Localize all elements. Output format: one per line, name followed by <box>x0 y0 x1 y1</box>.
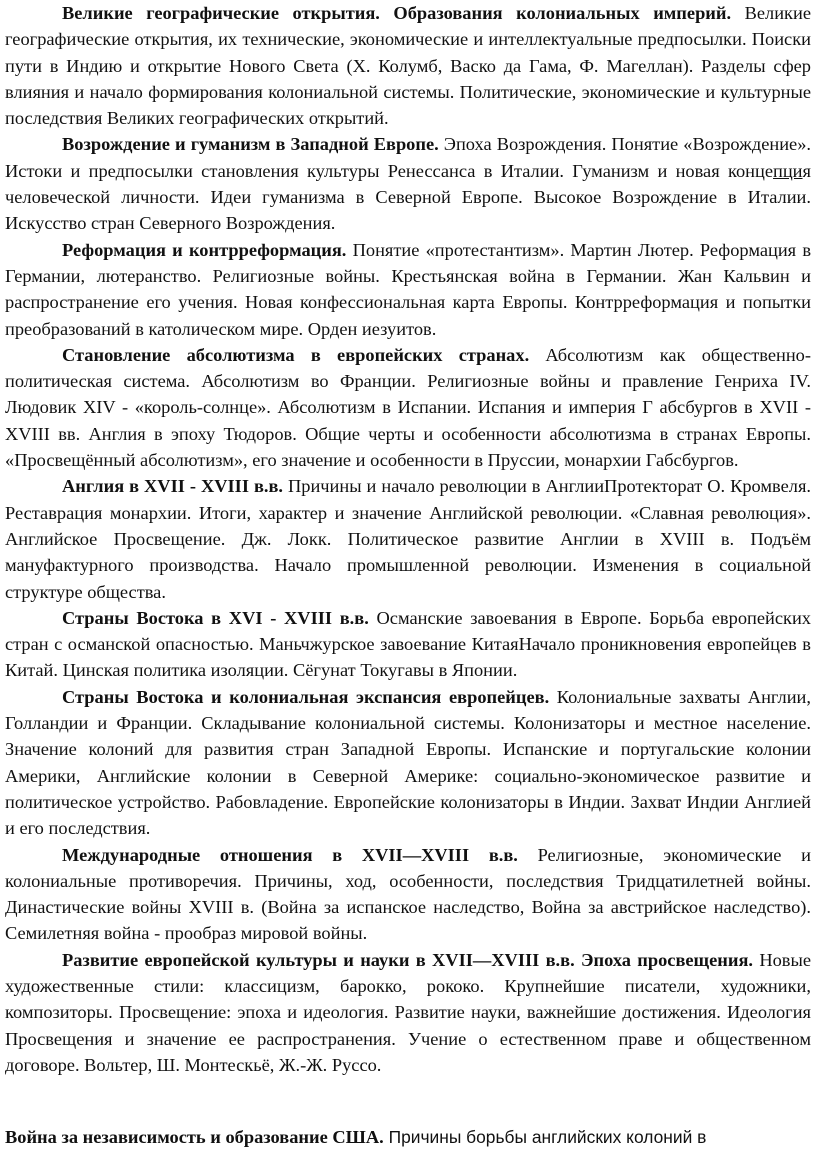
section-text: Османские завоевания в Европе. Борьба европейских стран с османской опасностью. Маньчжурское завоевание КитаяНачало проникновения европейцев в Китай. Цинская политика изоляции. Сёгунат Токугавы в Японии. <box>5 607 811 681</box>
section-renaissance <box>5 131 811 236</box>
section-england <box>5 473 811 604</box>
section-text: Великие географические открытия, их технические, экономические и интеллектуальные предпосылки. Поиски пути в Индию и открытие Нового Света (Х. Колумб, Васко да Гама, Ф. Магеллан). Разделы сфер влияния и начало формирования колониальной системы. Политические, экономические и культурные последствия Великих географических открытий. <box>5 3 811 129</box>
section-text: Эпоха Возрождения. Понятие «Возрождение». Истоки и предпосылки становления культуры Ренессанса в Италии. Гуманизм и новая конце <box>5 134 812 181</box>
section-text: я человеческой личности. Идеи гуманизма в Северной Европе. Высокое Возрождение в Италии. Искусство стран Северного Возрождения. <box>5 160 811 234</box>
section-text: Колониальные захваты Англии, Голландии и Франции. Складывание колониальной системы. Колонизаторы и местное население. Значение колоний для развития стран Западной Европы. Испанские и португальские колонии Америки, Английские колонии в Северной Америке: социально-экономическое развитие и политическое устройство. Рабовладение. Европейские колонизаторы в Индии. Захват Индии Англией и его последствия. <box>5 686 811 839</box>
section-colonial-expansion <box>5 684 811 842</box>
section-heading: Становление абсолютизма в европейских странах. <box>62 344 530 365</box>
section-text: Новые художественные стили: классицизм, барокко, рококо. Крупнейшие писатели, художники, композиторы. Просвещение: эпоха и идеология. Развитие науки, важнейшие достижения. Идеология Просвещения и значение ее распространения. Учение о естественном праве и общественном договоре. Вольтер, Ш. Монтескьё, Ж.-Ж. Руссо. <box>5 949 811 1075</box>
section-heading: Англия в XVII - XVIII в.в. <box>62 476 284 497</box>
section-text: Абсолютизм как общественно-политическая система. Абсолютизм во Франции. Религиозные войны и правление Генриха IV. Людовик XIV - «король-солнце». Абсолютизм в Испании. Испания и империя Г абсбургов в XVII - XVIII вв. Англия в эпоху Тюдоров. Общие черты и особенности абсолютизма в странах Европы. «Просвещённый абсолютизм», его значение и особенности в Пруссии, монархии Габсбургов. <box>5 344 811 471</box>
section-text: Причины и начало революции в АнглииПротекторат О. Кромвеля. Реставрация монархии. Итоги, характер и значение Английской революции. «Славная революция». Английское Просвещение. Дж. Локк. Политическое развитие Англии в XVIII в. Подъём мануфактурного производства. Начало промышленной революции. Изменения в социальной структуре общества. <box>5 476 812 602</box>
section-heading: Возрождение и гуманизм в Западной Европе. <box>62 134 439 155</box>
document-body <box>5 0 811 1078</box>
section-geographic-discoveries <box>5 0 811 131</box>
section-heading: Развитие европейской культуры и науки в XVII—XVIII в.в. Эпоха просвещения. <box>62 949 753 970</box>
section-east <box>5 605 811 684</box>
section-heading: Реформация и контрреформация. <box>62 239 347 260</box>
section-text: Понятие «протестантизм». Мартин Лютер. Реформация в Германии, лютеранство. Религиозные войны. Крестьянская война в Германии. Жан Кальвин и распространение его учения. Новая конфессиональная карта Европы. Контрреформация и попытки преобразований в католическом мире. Орден иезуитов. <box>5 239 812 339</box>
section-heading: Страны Востока и колониальная экспансия европейцев. <box>62 686 550 707</box>
section-culture-science <box>5 947 811 1078</box>
section-reformation <box>5 237 811 342</box>
section-absolutism <box>5 342 811 473</box>
section-usa-independence <box>5 1124 816 1150</box>
section-text: Религиозные, экономические и колониальные противоречия. Причины, ход, особенности, последствия Тридцатилетней войны. Династические войны XVIII в. (Война за испанское наследство, Война за австрийское наследство). Семилетняя война - прообраз мировой войны. <box>5 844 811 944</box>
section-heading: Страны Востока в XVI - XVIII в.в. <box>62 607 369 628</box>
section-international-relations <box>5 842 811 947</box>
section-heading: Великие географические открытия. Образования колониальных империй. <box>62 3 732 23</box>
section-text: Причины борьбы английских колоний в <box>383 1127 707 1147</box>
section-heading: Война за независимость и образование США. <box>5 1127 384 1147</box>
section-heading: Международные отношения в XVII—XVIII в.в. <box>62 844 518 865</box>
underlined-fragment: пци <box>773 160 803 181</box>
